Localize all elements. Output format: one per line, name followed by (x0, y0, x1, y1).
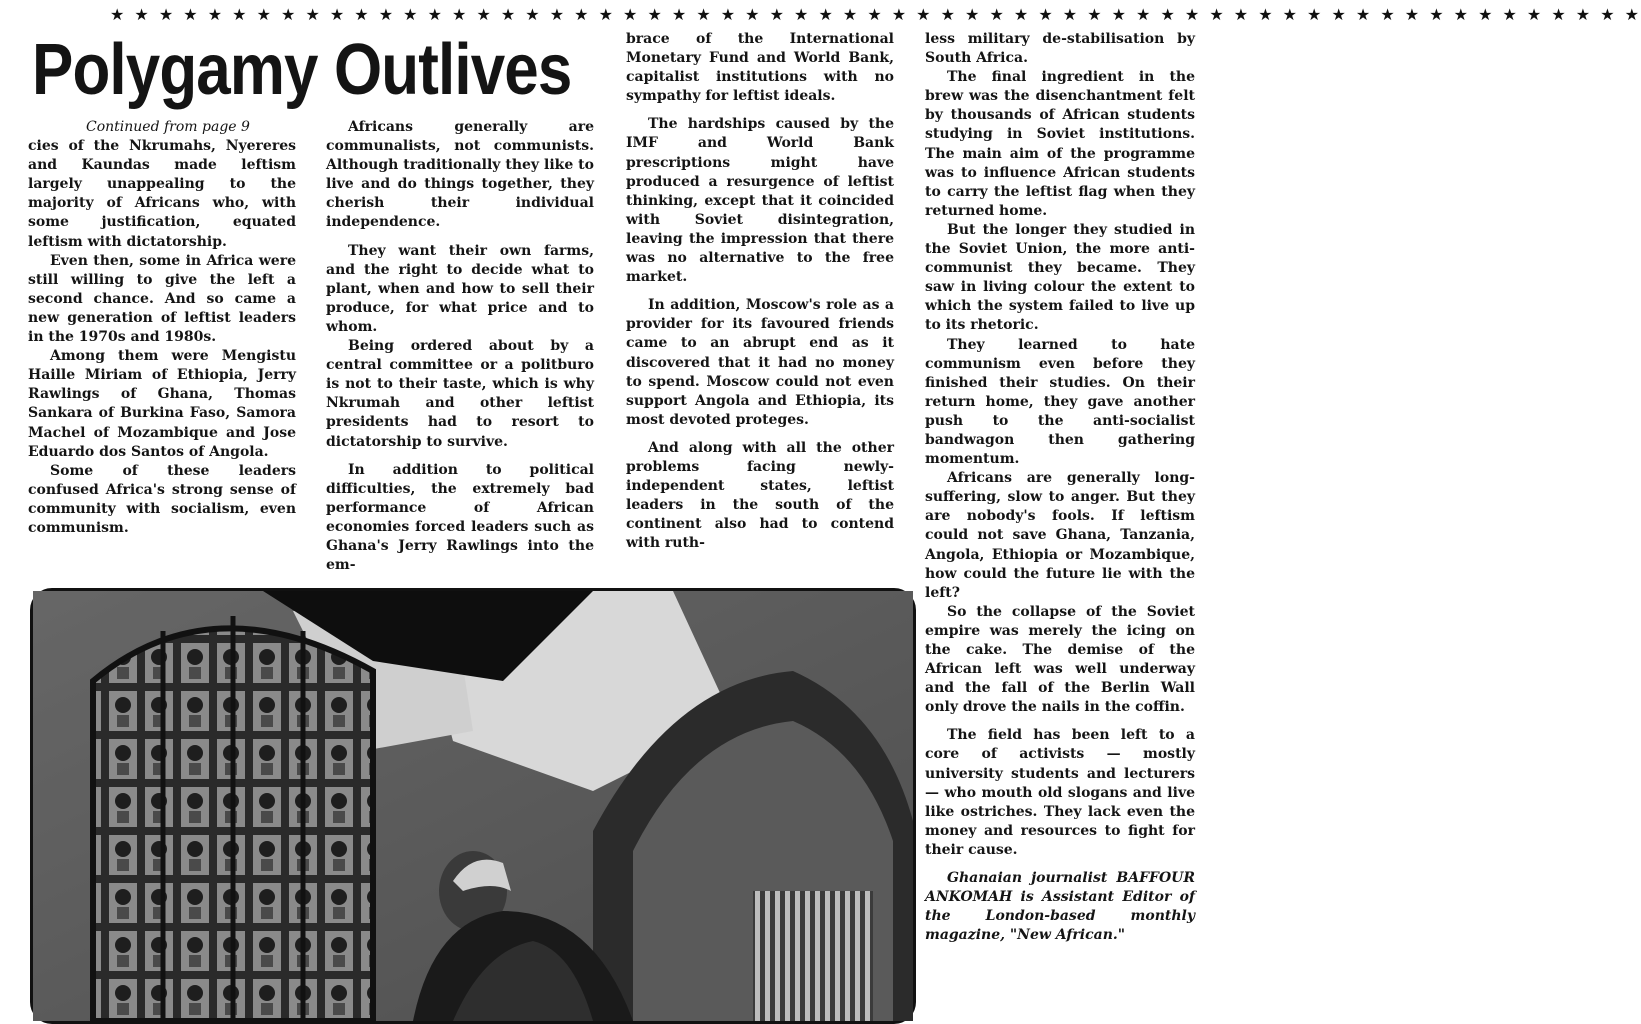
church-photo (30, 588, 916, 1024)
headline: Polygamy Outlives (32, 30, 572, 110)
column-2 (326, 118, 594, 575)
paragraph: They learned to hate communism even before they finished their studies. On their return home, they gave another push to the anti-socialist bandwagon then gathering momentum. (925, 336, 1195, 468)
paragraph: Among them were Mengistu Haille Miriam of Ethiopia, Jerry Rawlings of Ghana, Thomas Sankara of Burkina Faso, Samora Machel of Mozambique and Jose Eduardo dos Santos of Angola. (28, 348, 296, 460)
author-byline: Ghanaian journalist BAFFOUR ANKOMAH is Assistant Editor of the London-based monthly magazine, "New African." (925, 870, 1195, 944)
continued-from-note: Continued from page 9 (86, 119, 250, 135)
column-4 (925, 30, 1195, 945)
paragraph: Even then, some in Africa were still willing to give the left a second chance. And so came a new generation of leftist leaders in the 1970s and 1980s. (28, 252, 296, 346)
star-divider: ★ ★ ★ ★ ★ ★ ★ ★ ★ ★ ★ ★ ★ ★ ★ ★ ★ ★ ★ ★ ★ ★ ★ ★ ★ ★ ★ ★ ★ ★ ★ ★ ★ ★ ★ ★ ★ ★ ★ ★ ★ ★ ★ ★ ★ ★ ★ ★ ★ ★ ★ ★ ★ ★ ★ ★ ★ ★ ★ ★ ★ ★ ★ (110, 5, 1641, 24)
paragraph: Being ordered about by a central committee or a politburo is not to their taste, which is why Nkrumah and other leftist presidents had to resort to dictatorship to survive. (326, 338, 594, 450)
paragraph: less military de-stabilisation by South Africa. (925, 31, 1195, 67)
paragraph: Africans are generally long-suffering, slow to anger. But they are nobody's fools. If leftism could not save Ghana, Tanzania, Angola, Ethiopia or Mozambique, how could the future lie with the left? (925, 470, 1195, 601)
paragraph: The field has been left to a core of activists — mostly university students and lecturers — who mouth old slogans and live like ostriches. They lack even the money and resources to fight for their cause. (925, 727, 1195, 858)
paragraph: They want their own farms, and the right to decide what to plant, when and how to sell their produce, for what price and to whom. (326, 242, 594, 335)
paragraph: Africans generally are communalists, not communists. Although traditionally they like to live and do things together, they cherish their individual independence. (326, 119, 594, 231)
paragraph: But the longer they studied in the Soviet Union, the more anti-communist they became. They saw in living colour the extent to which the system failed to live up to its rhetoric. (925, 221, 1195, 334)
paragraph: And along with all the other problems facing newly-independent states, leftist leaders in the south of the continent also had to contend with ruth- (626, 439, 894, 552)
paragraph: The final ingredient in the brew was the disenchantment felt by thousands of African students studying in Soviet institutions. The main aim of the programme was to influence African students to carry the leftist flag when they returned home. (925, 69, 1195, 219)
paragraph: brace of the International Monetary Fund and World Bank, capitalist institutions with no sympathy for leftist ideals. (626, 31, 894, 105)
photo-illustration (33, 591, 913, 1021)
paragraph: The hardships caused by the IMF and World Bank prescriptions might have produced a resurgence of leftist thinking, except that it coincided with Soviet disintegration, leaving the impression that there was no alternative to the free market. (626, 116, 894, 286)
paragraph: cies of the Nkrumahs, Nyereres and Kaundas made leftism largely unappealing to the majority of Africans who, with some justification, equated leftism with dictatorship. (28, 138, 296, 250)
paragraph: Some of these leaders confused Africa's strong sense of community with socialism, even communism. (28, 462, 296, 536)
paragraph: So the collapse of the Soviet empire was merely the icing on the cake. The demise of the African left was well underway and the fall of the Berlin Wall only drove the nails in the coffin. (925, 603, 1195, 716)
column-1 (28, 118, 296, 538)
column-3 (626, 30, 894, 553)
paragraph: In addition, Moscow's role as a provider for its favoured friends came to an abrupt end as it discovered that it had no money to spend. Moscow could not even support Angola and Ethiopia, its most devoted proteges. (626, 297, 894, 428)
paragraph: In addition to political difficulties, the extremely bad performance of African economies forced leaders such as Ghana's Jerry Rawlings into the em- (326, 461, 594, 574)
